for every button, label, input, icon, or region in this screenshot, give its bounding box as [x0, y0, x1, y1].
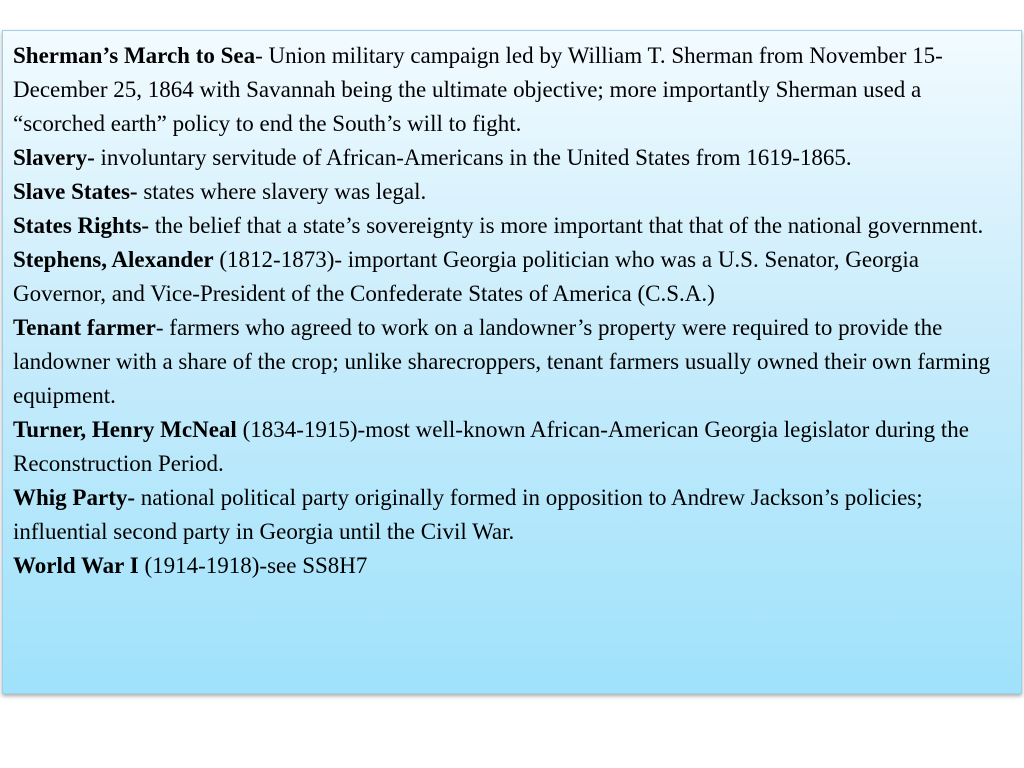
glossary-entry-world-war-i — [13, 549, 1011, 583]
glossary-definition: (1914-1918)-see SS8H7 — [138, 553, 368, 578]
glossary-definition: involuntary servitude of African-Americans in the United States from 1619-1865. — [94, 145, 852, 170]
glossary-term: Slavery- — [13, 145, 95, 170]
glossary-definition: - Union military campaign led by William T. Sherman from November 15-December 25, 1864 with Savannah being the ultimate objective; more importantly Sherman used a “scorched earth” policy to end the South’s will to fight. — [13, 43, 943, 136]
glossary-entry-turner-henry-mcneal — [13, 413, 1011, 481]
glossary-entry-slave-states — [13, 175, 1011, 209]
glossary-term: Tenant farmer — [13, 315, 156, 340]
glossary-entry-whig-party — [13, 481, 1011, 549]
glossary-entry-tenant-farmer — [13, 311, 1011, 413]
glossary-definition: (1834-1915)-most well-known African-American Georgia legislator during the Reconstruction Period. — [13, 417, 969, 476]
glossary-term: Slave States- — [13, 179, 138, 204]
glossary-definition: - farmers who agreed to work on a landowner’s property were required to provide the landowner with a share of the crop; unlike sharecroppers, tenant farmers usually owned their own farming equipment. — [13, 315, 991, 408]
glossary-definition: national political party originally formed in opposition to Andrew Jackson’s policies; influential second party in Georgia until the Civil War. — [13, 485, 923, 544]
glossary-term: Sherman’s March to Sea — [13, 43, 256, 68]
glossary-term: World War I — [13, 553, 139, 578]
glossary-definition: (1812-1873)- important Georgia politician who was a U.S. Senator, Georgia Governor, and Vice-President of the Confederate States of America (C.S.A.) — [13, 247, 919, 306]
glossary-term: Whig Party- — [13, 485, 136, 510]
glossary-term: Stephens, Alexander — [13, 247, 214, 272]
glossary-box — [2, 30, 1022, 694]
glossary-entry-stephens-alexander — [13, 243, 1011, 311]
glossary-definition: the belief that a state’s sovereignty is more important that that of the national government. — [149, 213, 984, 238]
glossary-entry-states-rights — [13, 209, 1011, 243]
glossary-entry-shermans-march — [13, 39, 1011, 141]
glossary-term: States Rights- — [13, 213, 150, 238]
glossary-entry-slavery — [13, 141, 1011, 175]
glossary-term: Turner, Henry McNeal — [13, 417, 237, 442]
glossary-definition: states where slavery was legal. — [137, 179, 427, 204]
